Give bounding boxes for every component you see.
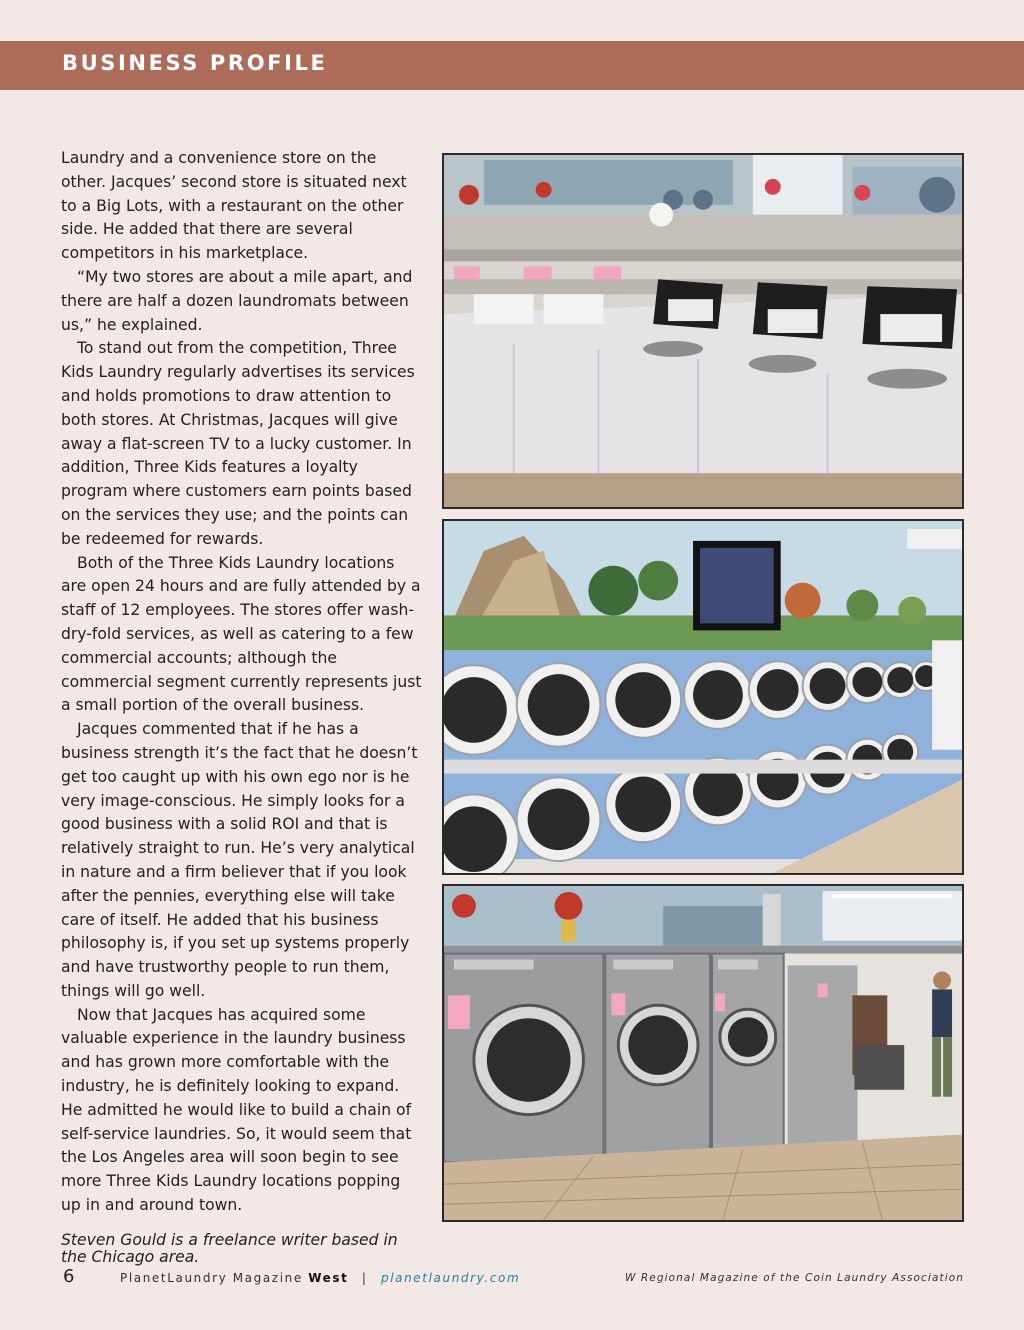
article-paragraph: Now that Jacques has acquired some valuable experience in the laundry business and has grown more comfortable with the industry, he is definitely looking to expand. He admitted he would like to build a chain of self-service laundries. So, it would seem that the Los Angeles area will soon begin to see more Three Kids Laundry locations popping up in and around town. — [61, 1005, 412, 1215]
stacked-dryers-image — [444, 521, 962, 873]
top-load-washers-image — [444, 155, 962, 507]
article-paragraph: Laundry and a convenience store on the other. Jacques’ second store is situated next to a Big Lots, with a restaurant on the other side. He added that there are several competitors in his marketplace. — [61, 149, 407, 263]
article-paragraph: “My two stores are about a mile apart, and there are half a dozen laundromats between us,” he explained. — [61, 267, 413, 334]
article-paragraph: Both of the Three Kids Laundry locations are open 24 hours and are fully attended by a staff of 12 employees. The stores offer wash-dry-fold services, as well as catering to a few commercial accounts; although the commercial segment currently represents just a small portion of the overall business. — [61, 553, 422, 715]
photo-stacked-dryers — [442, 519, 964, 875]
photo-top-load-washers — [442, 153, 964, 509]
magazine-credit — [120, 1271, 520, 1285]
article-paragraph: Jacques commented that if he has a business strength it’s the fact that he doesn’t get too caught up with his own ego nor is he very image-conscious. He simply looks for a good business with a solid ROI and that is relatively straight to run. He’s very analytical in nature and a firm believer that if you look after the pennies, everything else will take care of itself. He added that his business philosophy is, if you set up systems properly and have trustworthy people to run them, things will go well. — [61, 720, 418, 1000]
section-title: BUSINESS PROFILE — [62, 51, 328, 75]
author-byline: Steven Gould is a freelance writer based in the Chicago area. — [61, 1230, 398, 1266]
magazine-edition: West — [308, 1271, 349, 1285]
magazine-url-link[interactable]: planetlaundry.com — [381, 1271, 521, 1285]
footer-separator: | — [361, 1271, 368, 1285]
article-body — [61, 147, 423, 1266]
front-load-washers-image — [444, 886, 962, 1220]
page-footer — [0, 1266, 1024, 1290]
magazine-name: PlanetLaundry Magazine — [120, 1271, 303, 1285]
section-header-band — [0, 41, 1024, 90]
article-paragraph: To stand out from the competition, Three Kids Laundry regularly advertises its services and holds promotions to draw attention to both stores. At Christmas, Jacques will give away a flat-screen TV to a lucky customer. In addition, Three Kids features a loyalty program where customers earn points based on the services they use; and the points can be redeemed for rewards. — [61, 339, 415, 548]
page-number: 6 — [63, 1266, 75, 1287]
association-tagline: W Regional Magazine of the Coin Laundry Association — [624, 1272, 964, 1284]
photo-front-load-washers — [442, 884, 964, 1222]
